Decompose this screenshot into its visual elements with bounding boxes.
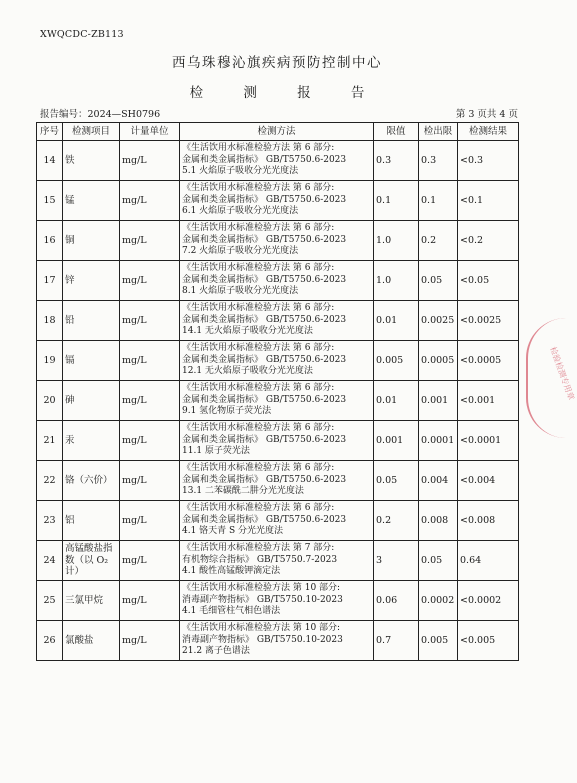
row-result: <0.2 [458,221,519,261]
row-method [180,501,374,541]
row-limit: 0.1 [374,181,419,221]
page-indicator: 第 3 页共 4 页 [455,109,518,120]
table-row [37,581,519,621]
row-detection-limit: 0.1 [419,181,458,221]
row-number: 19 [37,341,63,381]
table-row [37,541,519,581]
row-number: 26 [37,621,63,661]
method-line: 金属和类金属指标》 GB/T5750.6-2023 [182,474,347,485]
table-row [37,221,519,261]
method-line: 21.2 离子色谱法 [182,646,250,657]
row-unit: mg/L [120,141,180,181]
row-item: 铬（六价） [63,461,120,501]
method-line: 《生活饮用水标准检验方法 第 6 部分: [182,463,335,474]
row-result: <0.005 [458,621,519,661]
column-header-result: 检测结果 [458,123,519,141]
method-line: 《生活饮用水标准检验方法 第 6 部分: [182,223,335,234]
row-item: 氯酸盐 [63,621,120,661]
row-limit: 0.01 [374,301,419,341]
row-result: <0.1 [458,181,519,221]
row-method [180,461,374,501]
row-method [180,261,374,301]
document-code: XWQCDC-ZB113 [40,29,124,40]
row-method [180,581,374,621]
row-method [180,381,374,421]
row-number: 22 [37,461,63,501]
method-line: 《生活饮用水标准检验方法 第 6 部分: [182,423,335,434]
method-line: 7.2 火焰原子吸收分光光度法 [182,246,299,257]
row-result: <0.3 [458,141,519,181]
organization-name: 西乌珠穆沁旗疾病预防控制中心 [172,55,382,71]
row-detection-limit: 0.05 [419,261,458,301]
table-row [37,301,519,341]
row-unit: mg/L [120,501,180,541]
row-limit: 0.005 [374,341,419,381]
table-row [37,501,519,541]
row-detection-limit: 0.0002 [419,581,458,621]
method-line: 8.1 火焰原子吸收分光光度法 [182,286,299,297]
column-header-no: 序号 [37,123,63,141]
table-row [37,461,519,501]
method-line: 14.1 无火焰原子吸收分光光度法 [182,326,313,337]
column-header-item: 检测项目 [63,123,120,141]
row-result: <0.0002 [458,581,519,621]
method-line: 《生活饮用水标准检验方法 第 10 部分: [182,583,341,594]
column-header-detection-limit: 检出限 [419,123,458,141]
row-item: 铅 [63,301,120,341]
row-unit: mg/L [120,581,180,621]
table-row [37,381,519,421]
method-line: 《生活饮用水标准检验方法 第 10 部分: [182,623,341,634]
results-table [36,122,519,661]
row-number: 23 [37,501,63,541]
method-line: 13.1 二苯碳酰二肼分光光度法 [182,486,304,497]
row-method [180,181,374,221]
row-detection-limit: 0.008 [419,501,458,541]
row-number: 14 [37,141,63,181]
row-limit: 0.001 [374,421,419,461]
row-limit: 1.0 [374,261,419,301]
row-item: 锌 [63,261,120,301]
method-line: 消毒副产物指标》 GB/T5750.10-2023 [182,634,343,645]
method-line: 金属和类金属指标》 GB/T5750.6-2023 [182,274,347,285]
report-title: 检 测 报 告 [189,85,383,101]
row-detection-limit: 0.004 [419,461,458,501]
row-method [180,141,374,181]
row-unit: mg/L [120,181,180,221]
row-limit: 3 [374,541,419,581]
table-row [37,141,519,181]
row-item: 高锰酸盐指数（以 O₂计） [63,541,120,581]
row-result: 0.64 [458,541,519,581]
method-line: 4.1 酸性高锰酸钾滴定法 [182,566,281,577]
row-unit: mg/L [120,301,180,341]
row-limit: 0.05 [374,461,419,501]
method-line: 6.1 火焰原子吸收分光光度法 [182,206,299,217]
row-item: 砷 [63,381,120,421]
table-row [37,341,519,381]
row-unit: mg/L [120,261,180,301]
method-line: 金属和类金属指标》 GB/T5750.6-2023 [182,154,347,165]
method-line: 5.1 火焰原子吸收分光光度法 [182,166,299,177]
method-line: 《生活饮用水标准检验方法 第 6 部分: [182,383,335,394]
row-result: <0.0025 [458,301,519,341]
row-detection-limit: 0.0005 [419,341,458,381]
row-number: 16 [37,221,63,261]
row-result: <0.001 [458,381,519,421]
method-line: 12.1 无火焰原子吸收分光光度法 [182,366,313,377]
row-unit: mg/L [120,341,180,381]
row-method [180,301,374,341]
row-limit: 0.01 [374,381,419,421]
method-line: 金属和类金属指标》 GB/T5750.6-2023 [182,394,347,405]
table-header-row [37,123,519,141]
row-result: <0.0005 [458,341,519,381]
row-method [180,541,374,581]
column-header-limit: 限值 [374,123,419,141]
method-line: 《生活饮用水标准检验方法 第 6 部分: [182,263,335,274]
row-limit: 0.06 [374,581,419,621]
row-limit: 0.3 [374,141,419,181]
row-detection-limit: 0.2 [419,221,458,261]
row-unit: mg/L [120,461,180,501]
row-unit: mg/L [120,421,180,461]
method-line: 有机物综合指标》 GB/T5750.7-2023 [182,554,338,565]
method-line: 消毒副产物指标》 GB/T5750.10-2023 [182,594,343,605]
row-result: <0.0001 [458,421,519,461]
row-item: 三氯甲烷 [63,581,120,621]
table-row [37,261,519,301]
row-number: 21 [37,421,63,461]
row-result: <0.05 [458,261,519,301]
seal-text: 检验检测专用章 [548,345,576,402]
row-item: 锰 [63,181,120,221]
row-unit: mg/L [120,381,180,421]
row-detection-limit: 0.0001 [419,421,458,461]
row-item: 铝 [63,501,120,541]
row-number: 15 [37,181,63,221]
row-method [180,421,374,461]
method-line: 9.1 氢化物原子荧光法 [182,406,272,417]
row-number: 25 [37,581,63,621]
row-method [180,621,374,661]
row-unit: mg/L [120,221,180,261]
method-line: 4.1 毛细管柱气相色谱法 [182,606,281,617]
method-line: 金属和类金属指标》 GB/T5750.6-2023 [182,354,347,365]
table-body [37,141,519,661]
row-detection-limit: 0.3 [419,141,458,181]
row-limit: 1.0 [374,221,419,261]
method-line: 《生活饮用水标准检验方法 第 6 部分: [182,183,335,194]
table-row [37,621,519,661]
row-item: 铜 [63,221,120,261]
row-detection-limit: 0.005 [419,621,458,661]
row-limit: 0.2 [374,501,419,541]
row-number: 20 [37,381,63,421]
method-line: 4.1 铬天青 S 分光光度法 [182,526,284,537]
row-detection-limit: 0.05 [419,541,458,581]
official-seal [526,318,576,438]
row-result: <0.004 [458,461,519,501]
column-header-unit: 计量单位 [120,123,180,141]
row-method [180,341,374,381]
row-number: 18 [37,301,63,341]
row-result: <0.008 [458,501,519,541]
method-line: 金属和类金属指标》 GB/T5750.6-2023 [182,434,347,445]
table-row [37,181,519,221]
table-row [37,421,519,461]
row-detection-limit: 0.0025 [419,301,458,341]
row-unit: mg/L [120,541,180,581]
method-line: 《生活饮用水标准检验方法 第 7 部分: [182,543,335,554]
row-item: 汞 [63,421,120,461]
method-line: 《生活饮用水标准检验方法 第 6 部分: [182,143,335,154]
method-line: 11.1 原子荧光法 [182,446,250,457]
column-header-method: 检测方法 [180,123,374,141]
row-number: 24 [37,541,63,581]
row-method [180,221,374,261]
method-line: 《生活饮用水标准检验方法 第 6 部分: [182,303,335,314]
method-line: 金属和类金属指标》 GB/T5750.6-2023 [182,194,347,205]
row-unit: mg/L [120,621,180,661]
method-line: 金属和类金属指标》 GB/T5750.6-2023 [182,314,347,325]
row-item: 镉 [63,341,120,381]
row-limit: 0.7 [374,621,419,661]
row-number: 17 [37,261,63,301]
method-line: 金属和类金属指标》 GB/T5750.6-2023 [182,234,347,245]
report-number: 报告编号：2024—SH0796 [40,109,161,120]
method-line: 《生活饮用水标准检验方法 第 6 部分: [182,503,335,514]
row-item: 铁 [63,141,120,181]
method-line: 金属和类金属指标》 GB/T5750.6-2023 [182,514,347,525]
method-line: 《生活饮用水标准检验方法 第 6 部分: [182,343,335,354]
row-detection-limit: 0.001 [419,381,458,421]
